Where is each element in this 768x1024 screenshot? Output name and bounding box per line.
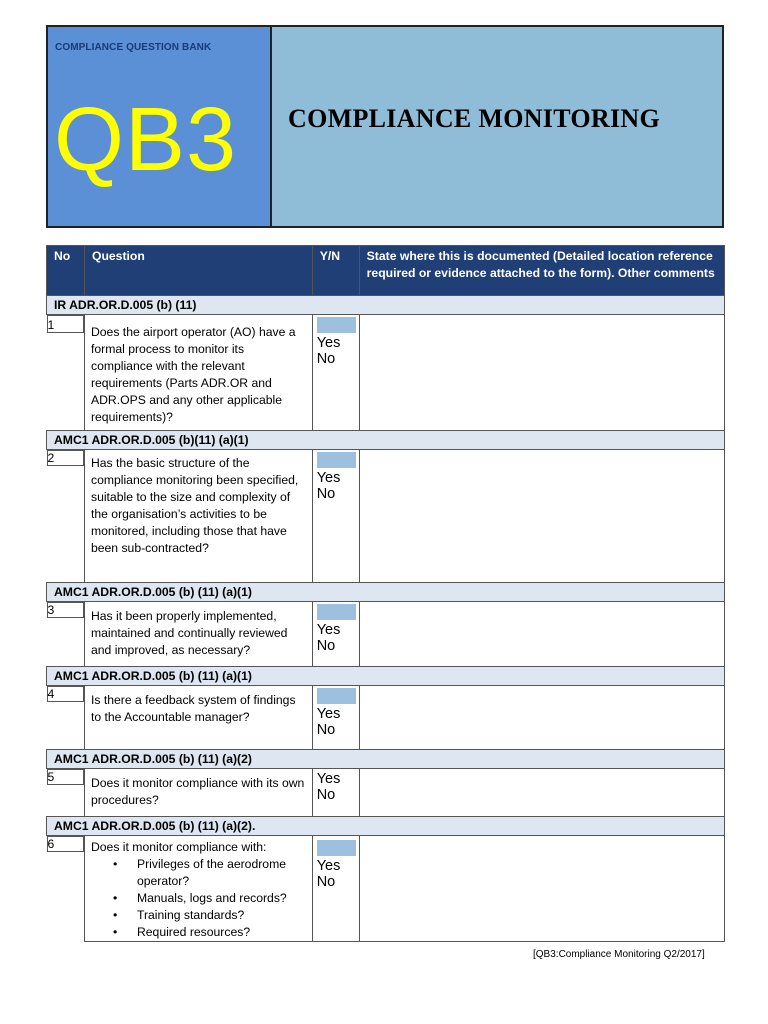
documentation-field[interactable] <box>359 602 724 667</box>
question-bullet-list <box>91 856 306 941</box>
answer-checkbox[interactable] <box>317 452 356 468</box>
yn-cell <box>312 686 359 750</box>
header-question: Question <box>84 246 312 296</box>
header-title-panel <box>272 27 722 226</box>
reference-row <box>47 431 725 450</box>
header-code-panel <box>48 27 272 226</box>
document-title: COMPLIANCE MONITORING <box>288 104 661 133</box>
question-row <box>47 836 725 942</box>
yes-option[interactable]: Yes <box>316 622 341 638</box>
question-row <box>47 686 725 750</box>
reference-row <box>47 817 725 836</box>
no-option[interactable]: No <box>316 722 336 738</box>
yn-cell <box>312 769 359 817</box>
list-item <box>91 856 306 890</box>
yn-cell <box>312 450 359 583</box>
reference-label: AMC1 ADR.OR.D.005 (b) (11) (a)(2). <box>47 817 725 836</box>
header-state: State where this is documented (Detailed location reference required or evidence attached to the form). Other comments <box>359 246 724 296</box>
bullet-icon: • <box>112 857 118 871</box>
answer-checkbox[interactable] <box>317 604 356 620</box>
question-text: Has the basic structure of the compliance monitoring been specified, suitable to the size and complexity of the organisation’s activities to be monitored, including those that have been sub-contracted? <box>84 450 312 583</box>
list-item <box>91 924 306 941</box>
yes-option[interactable]: Yes <box>316 335 341 351</box>
question-number: 3 <box>47 602 84 618</box>
reference-label: AMC1 ADR.OR.D.005 (b) (11) (a)(1) <box>47 667 725 686</box>
question-number: 4 <box>47 686 84 702</box>
reference-label: IR ADR.OR.D.005 (b) (11) <box>47 296 725 315</box>
yes-option[interactable]: Yes <box>316 858 341 874</box>
reference-row <box>47 667 725 686</box>
yn-cell <box>312 602 359 667</box>
question-row <box>47 450 725 583</box>
question-number: 6 <box>47 836 84 852</box>
table-header-row <box>47 246 725 296</box>
bullet-icon: • <box>112 908 118 922</box>
reference-label: AMC1 ADR.OR.D.005 (b)(11) (a)(1) <box>47 431 725 450</box>
yes-option[interactable]: Yes <box>316 771 341 787</box>
documentation-field[interactable] <box>359 686 724 750</box>
documentation-field[interactable] <box>359 315 724 431</box>
yes-option[interactable]: Yes <box>316 470 341 486</box>
question-number: 1 <box>47 315 84 333</box>
bank-label: COMPLIANCE QUESTION BANK <box>55 42 212 53</box>
document-header <box>46 25 724 228</box>
question-text: Has it been properly implemented, maintained and continually reviewed and improved, as necessary? <box>84 602 312 667</box>
document-footer: [QB3:Compliance Monitoring Q2/2017] <box>533 949 705 960</box>
question-text: Does the airport operator (AO) have a formal process to monitor its compliance with the relevant requirements (Parts ADR.OR and ADR.OPS and any other applicable requirements)? <box>84 315 312 431</box>
question-bank-code: QB3 <box>54 90 238 190</box>
question-text: Does it monitor compliance with its own procedures? <box>84 769 312 817</box>
list-item <box>91 907 306 924</box>
reference-row <box>47 750 725 769</box>
reference-row <box>47 583 725 602</box>
no-option[interactable]: No <box>316 638 336 654</box>
question-row <box>47 602 725 667</box>
question-cell <box>84 836 312 942</box>
reference-label: AMC1 ADR.OR.D.005 (b) (11) (a)(2) <box>47 750 725 769</box>
bullet-text: Training standards? <box>136 908 245 922</box>
compliance-question-table <box>46 245 725 942</box>
question-text: Does it monitor compliance with: <box>90 840 267 854</box>
documentation-field[interactable] <box>359 836 724 942</box>
list-item <box>91 890 306 907</box>
answer-checkbox[interactable] <box>317 317 356 333</box>
yn-cell <box>312 836 359 942</box>
documentation-field[interactable] <box>359 769 724 817</box>
documentation-field[interactable] <box>359 450 724 583</box>
reference-label: AMC1 ADR.OR.D.005 (b) (11) (a)(1) <box>47 583 725 602</box>
no-option[interactable]: No <box>316 351 336 367</box>
no-option[interactable]: No <box>316 874 336 890</box>
question-row <box>47 315 725 431</box>
header-no: No <box>47 246 85 296</box>
bullet-icon: • <box>112 891 118 905</box>
answer-checkbox[interactable] <box>317 688 356 704</box>
question-number: 2 <box>47 450 84 466</box>
question-row <box>47 769 725 817</box>
bullet-text: Manuals, logs and records? <box>136 891 287 905</box>
no-option[interactable]: No <box>316 486 336 502</box>
question-number: 5 <box>47 769 84 785</box>
bullet-text: Required resources? <box>136 925 251 939</box>
reference-row <box>47 296 725 315</box>
header-yn: Y/N <box>312 246 359 296</box>
yn-cell <box>312 315 359 431</box>
answer-checkbox[interactable] <box>317 840 356 856</box>
bullet-text: Privileges of the aerodrome operator? <box>136 857 287 888</box>
yes-option[interactable]: Yes <box>316 706 341 722</box>
no-option[interactable]: No <box>316 787 336 803</box>
bullet-icon: • <box>112 925 118 939</box>
question-text: Is there a feedback system of findings to the Accountable manager? <box>84 686 312 750</box>
